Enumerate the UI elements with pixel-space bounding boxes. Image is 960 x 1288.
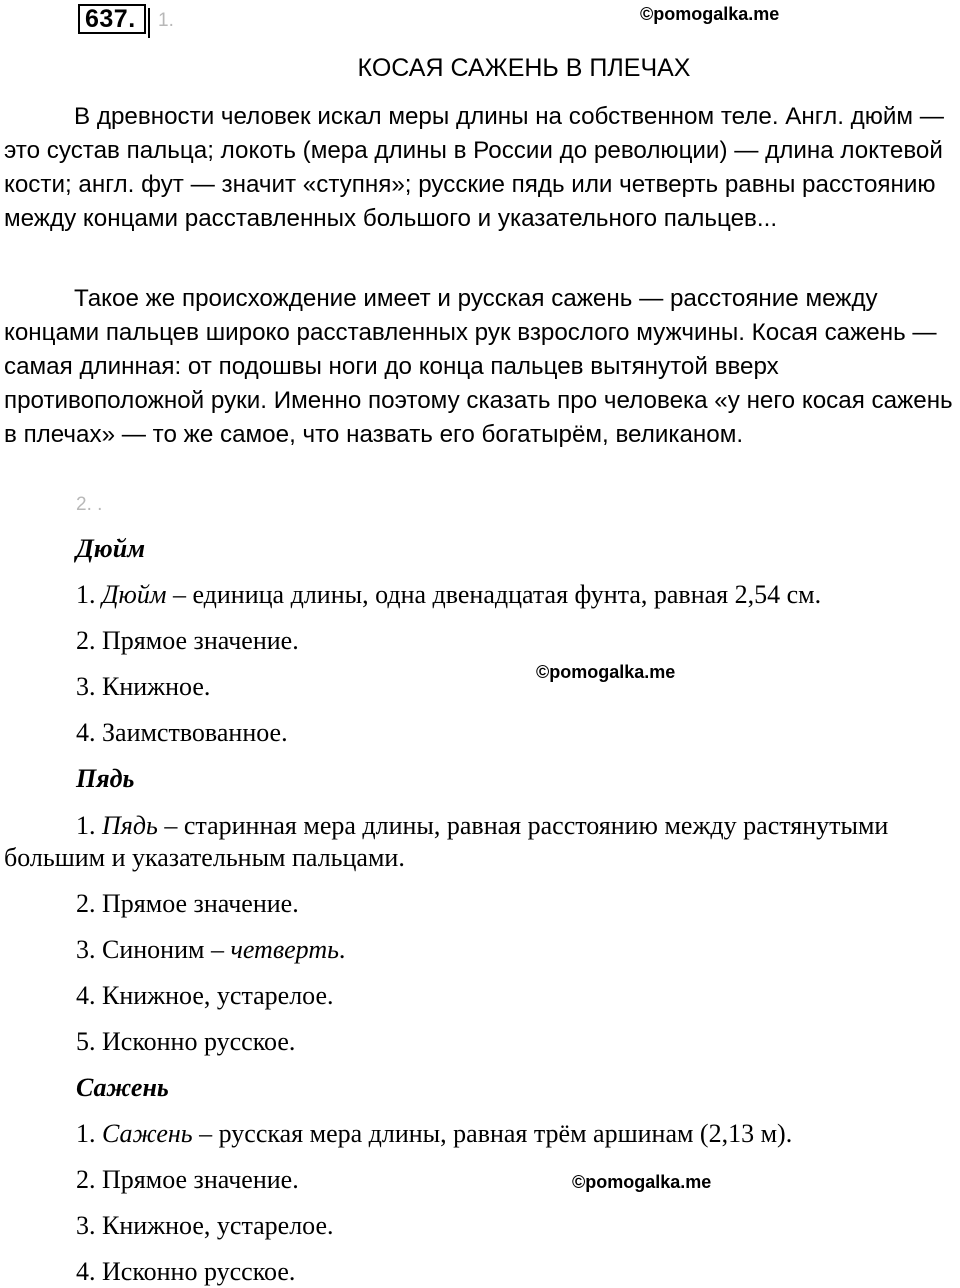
list-item: 3. Книжное, устарелое. xyxy=(76,1211,334,1240)
paragraph-1: В древности человек искал меры длины на собственном теле. Англ. дюйм — это сустав пальца; локоть (мера длины в России до революции) — длина локтевой кости; англ. фут — значит «ступня»; русские пядь или четверть равны расстоянию между концами расставленных большого и указательного пальцев... xyxy=(4,103,944,232)
list-item: 2. Прямое значение. xyxy=(76,626,299,655)
definition-pyad xyxy=(4,810,956,874)
part-2-marker: 2. . xyxy=(76,494,103,515)
definition-term: Пядь xyxy=(102,811,158,840)
list-item-synonym xyxy=(76,935,345,965)
definition-text: – русская мера длины, равная трём аршинам (2,13 м). xyxy=(192,1119,793,1148)
definition-number: 1. xyxy=(76,811,96,840)
definition-term: Сажень xyxy=(102,1119,193,1148)
list-item: 2. Прямое значение. xyxy=(76,889,299,918)
list-item: 2. Прямое значение. xyxy=(76,1165,299,1194)
definition-number: 1. xyxy=(76,580,96,609)
section-heading-sazhen: Сажень xyxy=(76,1073,169,1102)
list-item: 4. Книжное, устарелое. xyxy=(76,981,334,1010)
list-item: 4. Исконно русское. xyxy=(76,1257,296,1286)
definition-term: Дюйм xyxy=(102,580,167,609)
list-item: 5. Исконно русское. xyxy=(76,1027,296,1056)
exercise-number: 637. xyxy=(78,4,146,34)
list-item-text: 3. Синоним – xyxy=(76,935,231,964)
synonym-end: . xyxy=(338,935,346,964)
part-1-marker: 1. xyxy=(158,10,174,31)
list-item: 3. Книжное. xyxy=(76,672,211,701)
definition-dyuym xyxy=(76,580,821,610)
section-heading-dyuym: Дюйм xyxy=(76,534,146,563)
definition-text: – старинная мера длины, равная расстоянию между растянутыми большим и указательным пальцами. xyxy=(4,811,889,872)
definition-sazhen xyxy=(76,1119,792,1149)
synonym-word: четверть xyxy=(230,935,339,964)
watermark-middle: ©pomogalka.me xyxy=(536,662,676,682)
list-item: 4. Заимствованное. xyxy=(76,718,288,747)
watermark-bottom: ©pomogalka.me xyxy=(572,1172,712,1192)
definition-number: 1. xyxy=(76,1119,96,1148)
watermark-top: ©pomogalka.me xyxy=(640,4,780,24)
definition-text: – единица длины, одна двенадцатая фунта, равная 2,54 см. xyxy=(166,580,822,609)
paragraph-2: Такое же происхождение имеет и русская сажень — расстояние между концами пальцев широко расставленных рук взрослого мужчины. Косая сажень — самая длинная: от подошвы ноги до конца пальцев вытянутой вверх противоположной руки. Именно поэтому сказать про человека «у него косая сажень в плечах» — то же самое, что назвать его богатырём, великаном. xyxy=(4,285,953,448)
section-heading-pyad: Пядь xyxy=(76,764,135,793)
text-title: КОСАЯ САЖЕНЬ В ПЛЕЧАХ xyxy=(357,54,691,82)
